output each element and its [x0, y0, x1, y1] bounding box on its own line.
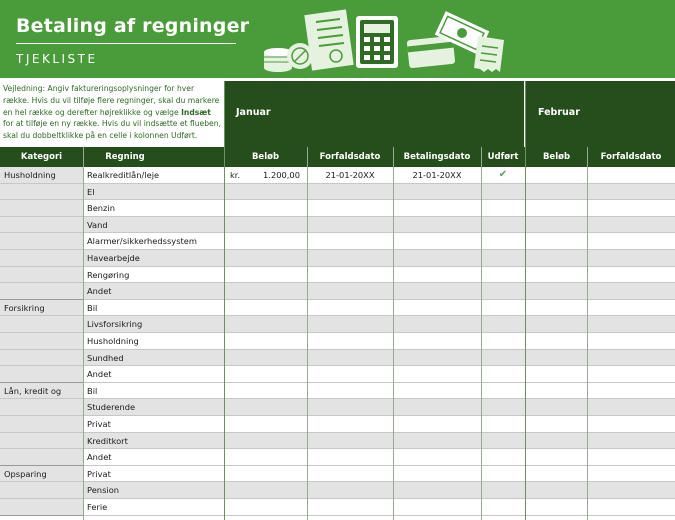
category-label: Lån, kredit og: [4, 385, 62, 396]
instructions-bold: Indsæt: [181, 107, 211, 117]
page-subtitle: TJEKLISTE: [16, 52, 98, 66]
bill-name[interactable]: El: [87, 186, 95, 197]
instructions-part2: for at tilføje en ny række. Hvis du vil indsætte et flueben, skal du dobbeltklikke på en celle i kolonnen Udført.: [3, 119, 221, 141]
bill-name[interactable]: Rengøring: [87, 269, 130, 280]
instructions-text: [3, 83, 221, 142]
grid-line: [525, 81, 526, 520]
bill-name[interactable]: Andet: [87, 369, 112, 380]
table-row[interactable]: [0, 499, 675, 516]
bill-name[interactable]: Havearbejde: [87, 253, 140, 263]
bill-name[interactable]: Sundhed: [87, 352, 124, 363]
bills-illustration: [260, 6, 510, 76]
receipt-icon: [474, 36, 504, 72]
paid-date-cell[interactable]: 21-01-20XX: [412, 170, 462, 180]
col-header-bill[interactable]: Regning: [105, 152, 145, 162]
table-row[interactable]: [0, 267, 675, 284]
calculator-icon: [356, 16, 398, 68]
col-header-amount[interactable]: Beløb: [251, 152, 280, 162]
invoice-icon: [304, 9, 353, 70]
table-row[interactable]: [0, 416, 675, 433]
table-row[interactable]: [0, 482, 675, 499]
category-label: Forsikring: [4, 302, 45, 313]
currency-label[interactable]: kr.: [230, 170, 241, 180]
table-row[interactable]: [0, 316, 675, 333]
bill-name[interactable]: Realkreditlån/leje: [87, 170, 160, 180]
amount-cell[interactable]: 1.200,00: [263, 170, 300, 180]
table-row[interactable]: [0, 250, 675, 267]
table-row[interactable]: [0, 333, 675, 350]
bill-name[interactable]: Ferie: [87, 502, 108, 512]
month-label-january: Januar: [236, 107, 271, 118]
row-divider: [0, 515, 675, 516]
month-header-january[interactable]: [224, 81, 524, 147]
month-header-february[interactable]: [526, 81, 675, 147]
coins-icon: [264, 43, 313, 72]
category-label: Opsparing: [4, 468, 47, 479]
col-header-amount-feb[interactable]: Beløb: [542, 152, 571, 162]
bill-name[interactable]: Benzin: [87, 203, 115, 214]
table-row[interactable]: [0, 366, 675, 383]
bill-name[interactable]: Pension: [87, 485, 120, 496]
table-row[interactable]: [0, 233, 675, 250]
col-header-done[interactable]: Udført: [487, 152, 519, 162]
grid-line: [83, 147, 84, 520]
col-header-due-date[interactable]: Forfaldsdato: [319, 152, 381, 162]
category-label: Husholdning: [4, 170, 56, 180]
month-label-february: Februar: [538, 107, 580, 118]
page-title: Betaling af regninger: [16, 15, 250, 37]
bill-name[interactable]: Husholdning: [87, 336, 139, 346]
bill-name[interactable]: Vand: [87, 219, 108, 230]
header-banner: [0, 0, 675, 78]
bill-name[interactable]: Privat: [87, 419, 111, 429]
table-row[interactable]: [0, 283, 675, 300]
table-row[interactable]: [0, 217, 675, 234]
bill-name[interactable]: Bil: [87, 385, 98, 396]
title-divider: [16, 43, 236, 44]
table-row[interactable]: [0, 300, 675, 317]
table-row[interactable]: [0, 167, 675, 184]
table-row[interactable]: [0, 200, 675, 217]
table-row[interactable]: [0, 433, 675, 450]
instructions-part1: Vejledning: Angiv faktureringsoplysninger for hver række. Hvis du vil tilføje flere regninger, skal du markere en hel række og derefter højreklikke og vælge: [3, 84, 220, 117]
bill-name[interactable]: Bil: [87, 302, 98, 313]
col-header-category[interactable]: Kategori: [20, 152, 63, 162]
checkmark-icon[interactable]: ✔: [498, 169, 508, 180]
bill-name[interactable]: Alarmer/sikkerhedssystem: [87, 236, 197, 247]
grid-line: [393, 147, 394, 520]
table-row[interactable]: [0, 399, 675, 416]
table-row[interactable]: [0, 184, 675, 201]
table-row[interactable]: [0, 383, 675, 400]
grid-line: [481, 147, 482, 520]
grid-line: [307, 147, 308, 520]
bill-name[interactable]: Studerende: [87, 402, 136, 413]
bill-name[interactable]: Livsforsikring: [87, 319, 143, 330]
category-divider: [0, 515, 83, 516]
due-date-cell[interactable]: 21-01-20XX: [325, 170, 375, 180]
col-header-paid-date[interactable]: Betalingsdato: [403, 152, 471, 162]
table-row[interactable]: [0, 466, 675, 483]
col-header-due-date-feb[interactable]: Forfaldsdato: [600, 152, 662, 162]
grid-line: [587, 147, 588, 520]
bill-name[interactable]: Kreditkort: [87, 435, 128, 446]
bill-name[interactable]: Andet: [87, 452, 112, 463]
bill-name[interactable]: Privat: [87, 468, 111, 479]
table-row[interactable]: [0, 350, 675, 367]
table-row[interactable]: [0, 449, 675, 466]
bill-name[interactable]: Andet: [87, 286, 112, 297]
grid-line: [224, 81, 225, 520]
